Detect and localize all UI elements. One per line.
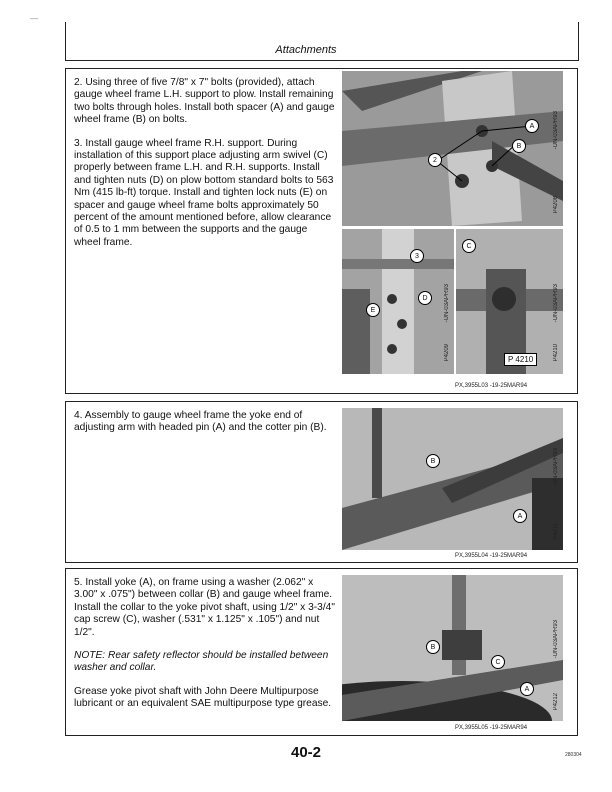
page-number: 40-2 bbox=[290, 744, 322, 761]
callout-a-2: A bbox=[513, 509, 527, 523]
step-2-paragraph: 2. Using three of five 7/8" x 7" bolts (provided), attach gauge wheel frame L.H. support to plow. Install remaining two bolts through holes. Install both spacer (A) and gauge wheel frame (B) on bolts. bbox=[74, 77, 335, 126]
instruction-panel-2 bbox=[65, 401, 578, 563]
instruction-panel-1 bbox=[65, 68, 578, 394]
panel-3-caption: PX,3955L05 -19-25MAR94 bbox=[455, 725, 528, 731]
figure-p4211-ref: -UN-03APR93 bbox=[553, 448, 559, 487]
section-title: Attachments bbox=[275, 44, 337, 56]
step-3-paragraph: 3. Install gauge wheel frame R.H. support. During installation of this support place adjusting arm swivel (C) properly between frame L.H. and R.H. supports. Install and tighten nuts (D) on plow bottom standard bolts to 563 Nm (415 lb-ft) torque. Install and tighten lock nuts (E) on spacer and gauge wheel frame bolts approximately 50 percent of the amount mentioned before, allow clearance of 0.5 to 1 mm between the supports and the gauge wheel frame. bbox=[74, 137, 334, 248]
callout-d: D bbox=[418, 291, 432, 305]
callout-c-3: C bbox=[491, 655, 505, 669]
panel-1-caption: PX,3955L03 -19-25MAR94 bbox=[455, 383, 528, 389]
figure-p4210-inset-label: P 4210 bbox=[504, 353, 537, 366]
callout-2: 2 bbox=[428, 153, 442, 167]
callout-b-2: B bbox=[426, 454, 440, 468]
callout-b: B bbox=[512, 139, 526, 153]
figure-p4212-code: P4212 bbox=[553, 693, 559, 711]
figure-p4212-photo bbox=[342, 575, 563, 721]
callout-a: A bbox=[525, 119, 539, 133]
figure-p4208-code: P4208 bbox=[553, 196, 559, 214]
step-5-paragraph: 5. Install yoke (A), on frame using a washer (2.062" x 3.00" x .075") between collar (B) and gauge wheel frame. Install the collar to the yoke pivot shaft, using 1/2" x 3-3/4" cap screw (C), washer (.531" x 1.125" x .105") and nut 1/2". bbox=[74, 577, 335, 638]
callout-b-3: B bbox=[426, 640, 440, 654]
grease-paragraph: Grease yoke pivot shaft with John Deere Multipurpose lubricant or an equivalent SAE multipurpose type grease. bbox=[74, 685, 332, 710]
panel-2-caption: PX,3955L04 -19-25MAR94 bbox=[455, 553, 528, 559]
figure-p4208-ref: -UN-03APR93 bbox=[553, 111, 559, 150]
top-dash-mark: — bbox=[30, 14, 38, 23]
panel-3-text bbox=[74, 577, 336, 722]
reflector-note: NOTE: Rear safety reflector should be installed between washer and collar. bbox=[74, 650, 329, 674]
figure-p4212-ref: -UN-03APR93 bbox=[553, 620, 559, 659]
panel-2-text bbox=[74, 410, 336, 446]
figure-p4211-photo bbox=[342, 408, 563, 550]
instruction-panel-3 bbox=[65, 568, 578, 736]
figure-p4210-ref: -UN-03APR93 bbox=[553, 284, 559, 323]
step-4-paragraph: 4. Assembly to gauge wheel frame the yoke end of adjusting arm with headed pin (A) and the cotter pin (B). bbox=[74, 410, 327, 434]
callout-c: C bbox=[462, 239, 476, 253]
footer-code: 280304 bbox=[565, 752, 582, 758]
figure-p4209-ref: -UN-03APR93 bbox=[444, 284, 450, 323]
callout-e: E bbox=[366, 303, 380, 317]
header-rule bbox=[65, 60, 579, 61]
figure-p4209-photo bbox=[342, 229, 454, 374]
figure-p4210-photo bbox=[456, 229, 563, 374]
figure-p4209-code: P4209 bbox=[444, 344, 450, 362]
figure-p4208-photo bbox=[342, 71, 563, 226]
panel-1-text bbox=[74, 77, 336, 260]
figure-p4210-code: P4210 bbox=[553, 344, 559, 362]
callout-3: 3 bbox=[410, 249, 424, 263]
figure-p4211-code: P4211 bbox=[553, 523, 559, 540]
callout-a-3: A bbox=[520, 682, 534, 696]
